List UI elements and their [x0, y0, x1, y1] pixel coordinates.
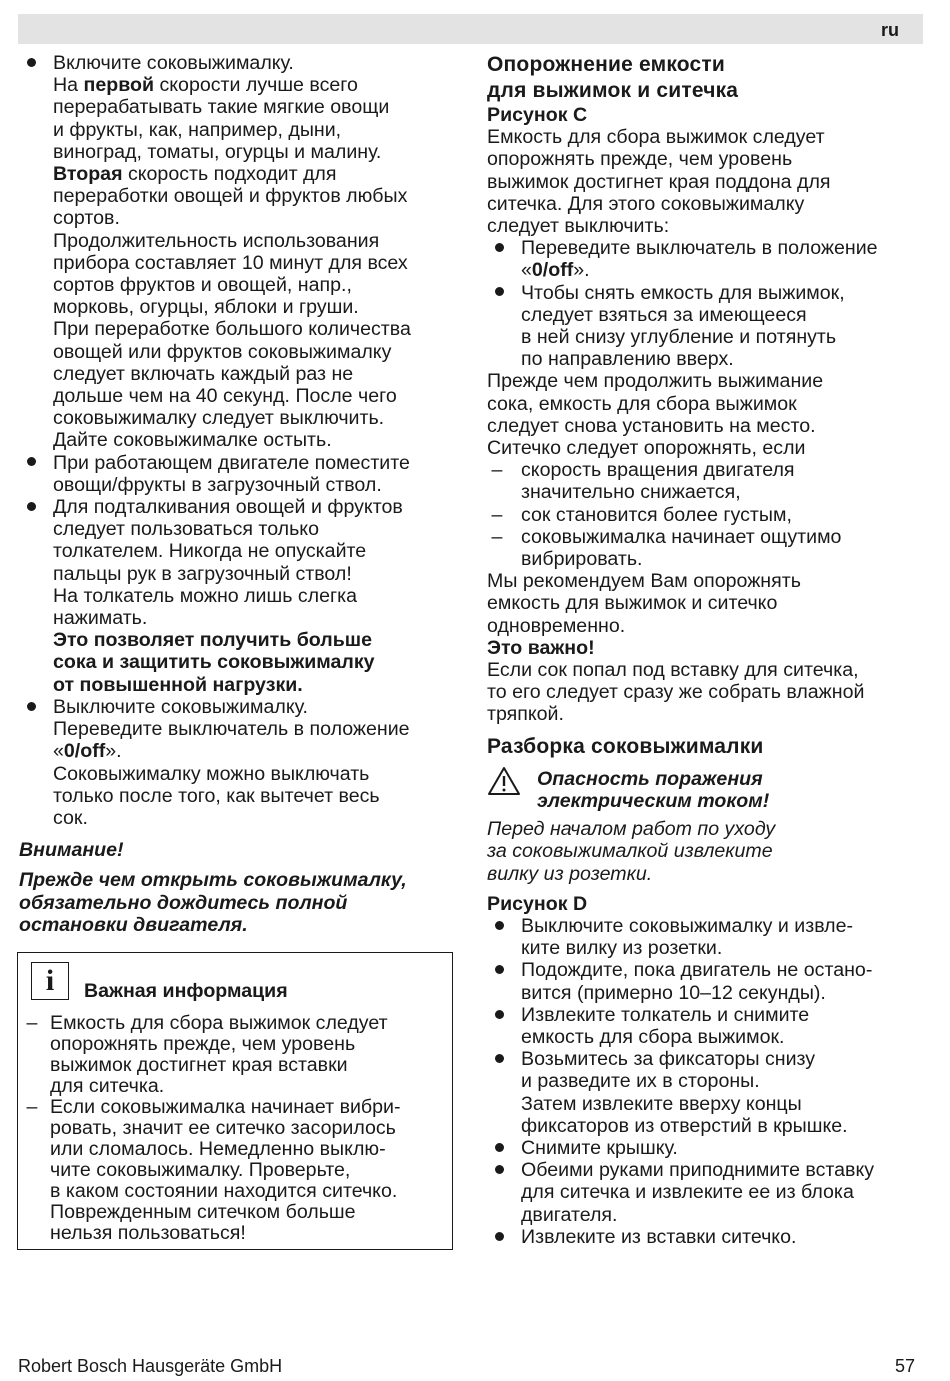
bullet-icon [495, 1232, 504, 1241]
list-item: Обеими руками приподнимите вставку для ситечка и извлеките ее из блока двигателя. [487, 1159, 927, 1226]
electric-shock-warning: Опасность поражения электрическим током! [487, 768, 927, 812]
list-item: – соковыжималка начинает ощутимо вибрировать. [487, 526, 927, 570]
list-item: Снимите крышку. [487, 1137, 927, 1159]
right-column [487, 52, 927, 1248]
bullet-icon [495, 1165, 504, 1174]
list-item: – Емкость для сбора выжимок следует опорожнять прежде, чем уровень выжимок достигнет края вставки для ситечка. [22, 1013, 452, 1097]
bullet-icon [27, 702, 36, 711]
important-info-box [17, 952, 453, 1250]
info-icon: i [31, 962, 69, 1000]
paragraph: Ситечко следует опорожнять, если [487, 437, 806, 460]
paragraph: Если сок попал под вставку для ситечка, то его следует сразу же собрать влажной тряпкой. [487, 659, 865, 726]
important-title: Это важно! [487, 636, 595, 659]
bullet-icon [27, 457, 36, 466]
list-item: Для подталкивания овощей и фруктов следует пользоваться только толкателем. Никогда не опускайте пальцы рук в загрузочный ствол! На толкатель можно лишь слегка нажимать. Это позволяет получить больше сока и защитить соковыжималку от повышенной нагрузки. [19, 496, 455, 696]
paragraph: Емкость для сбора выжимок следует опорожнять прежде, чем уровень выжимок достигнет края поддона для ситечка. Для этого соковыжималку следует выключить: [487, 126, 831, 238]
list-item: – Если соковыжималка начинает вибри- ровать, значит ее ситечко засорилось или сломалось. Немедленно выклю- чите соковыжималку. Проверьте, в каком состоянии находится ситечко. Поврежденным ситечком больше нельзя пользоваться! [22, 1097, 452, 1244]
figure-c-label: Рисунок C [487, 104, 588, 126]
list-item: Чтобы снять емкость для выжимок, следует взяться за имеющееся в ней снизу углубление и потянуть по направлению вверх. [487, 282, 927, 371]
list-item: Извлеките толкатель и снимите емкость для сбора выжимок. [487, 1004, 927, 1048]
list-item: Подождите, пока двигатель не остано- вится (примерно 10–12 секунды). [487, 959, 927, 1003]
bullet-icon [495, 287, 504, 296]
bullet-icon [27, 58, 36, 67]
figure-d-label: Рисунок D [487, 892, 588, 915]
dash-marker: – [26, 1012, 38, 1034]
bullet-icon [495, 1010, 504, 1019]
bullet-icon [27, 502, 36, 511]
warning-triangle-icon [487, 766, 521, 796]
list-item: – сок становится более густым, [487, 504, 927, 526]
list-item: Переведите выключатель в положение «0/off». [487, 237, 927, 281]
info-list [22, 1013, 452, 1244]
list-item: – скорость вращения двигателя значительно снижается, [487, 459, 927, 503]
list-item: Извлеките из вставки ситечко. [487, 1226, 927, 1248]
paragraph: Прежде чем продолжить выжимание сока, емкость для сбора выжимок следует снова установить на место. [487, 370, 824, 437]
bullet-icon [495, 965, 504, 974]
bullet-icon [495, 1143, 504, 1152]
dash-marker: – [491, 525, 503, 548]
dash-marker: – [26, 1096, 38, 1118]
dash-marker: – [491, 503, 503, 526]
attention-note: Внимание! Прежде чем открыть соковыжималку, обязательно дождитесь полной остановки двигателя. [19, 839, 455, 936]
bullet-icon [495, 921, 504, 930]
language-code: ru [881, 20, 899, 40]
info-title: Важная информация [84, 980, 288, 1002]
list-item: Возьмитесь за фиксаторы снизу и разведите их в стороны. Затем извлеките вверху концы фиксаторов из отверстий в крышке. [487, 1048, 927, 1137]
attention-title: Внимание! [19, 839, 124, 862]
paragraph: Мы рекомендуем Вам опорожнять емкость для выжимок и ситечко одновременно. [487, 570, 801, 637]
dash-marker: – [491, 459, 503, 482]
list-item: Выключите соковыжималку и извле- ките вилку из розетки. [487, 915, 927, 959]
section-heading: Разборка соковыжималки [487, 734, 764, 758]
left-column [19, 52, 455, 936]
list-item: При работающем двигателе поместите овощи/фрукты в загрузочный ствол. [19, 452, 455, 496]
list-item: Выключите соковыжималку. Переведите выключатель в положение «0/off». Соковыжималку можно выключать только после того, как вытечет весь сок. [19, 696, 455, 829]
warning-text: Перед началом работ по уходу за соковыжималкой извлеките вилку из розетки. [487, 818, 776, 885]
bullet-icon [495, 243, 504, 252]
footer-company: Robert Bosch Hausgeräte GmbH [18, 1356, 283, 1376]
list-item: Включите соковыжималку. На первой скорости лучше всего перерабатывать такие мягкие овощи и фрукты, как, например, дыни, виноград, томаты, огурцы и малину. Вторая скорость подходит для переработки овощей и фруктов любых сортов. Продолжительность использования прибора составляет 10 минут для всех сортов фруктов и овощей, напр., морковь, огурцы, яблоки и груши. При переработке большого количества овощей или фруктов соковыжималку следует включать каждый раз не дольше чем на 40 секунд. После чего соковыжималку следует выключить. Дайте соковыжималке остыть. [19, 52, 455, 452]
page-number: 57 [894, 1356, 915, 1376]
bullet-icon [495, 1054, 504, 1063]
section-heading: Опорожнение емкости для выжимок и ситечка [487, 53, 739, 102]
header-bar [18, 14, 923, 44]
